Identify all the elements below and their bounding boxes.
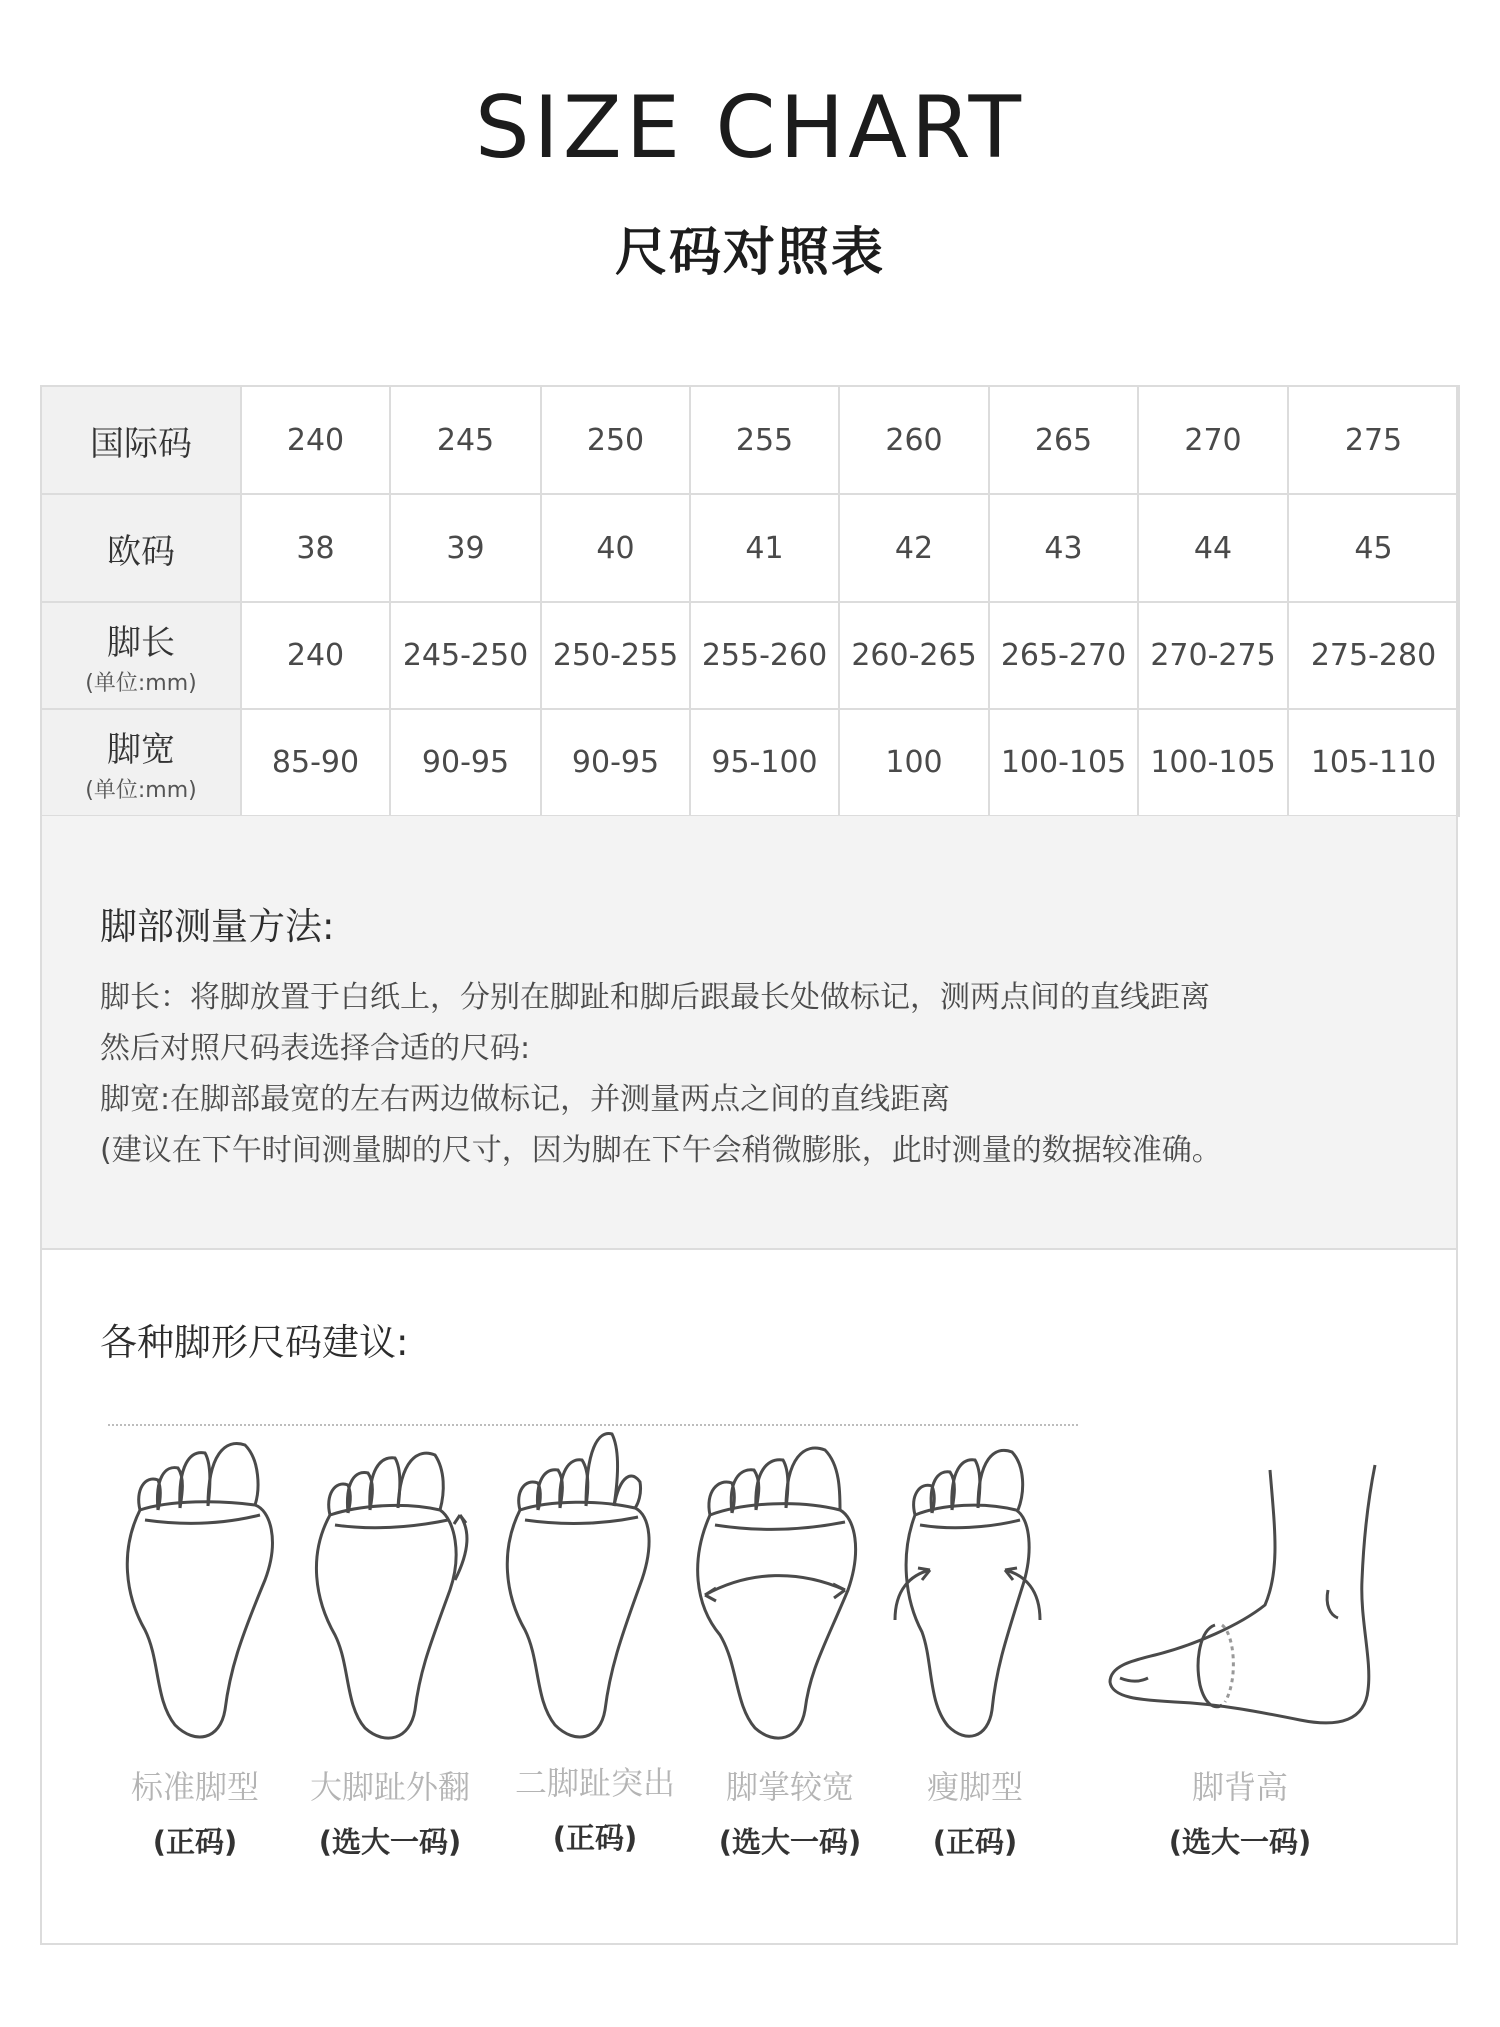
size-cell: 255-260 <box>690 602 839 709</box>
foot-type-name: 脚掌较宽 <box>725 1768 854 1806</box>
foot-type-recommendation: (正码) <box>552 1821 638 1855</box>
foot-type-recommendation: (选大一码) <box>1168 1825 1312 1859</box>
size-cell: 44 <box>1138 494 1288 602</box>
foot-type-recommendation: (选大一码) <box>718 1825 862 1859</box>
size-cell: 38 <box>241 494 390 602</box>
foot-type-caption <box>1130 1762 1350 1861</box>
size-cell: 90-95 <box>390 709 541 816</box>
size-cell: 250 <box>541 386 690 494</box>
size-table <box>40 385 1460 817</box>
size-cell: 275-280 <box>1288 602 1459 709</box>
foot-type-name: 大脚趾外翻 <box>309 1768 470 1806</box>
size-cell: 265-270 <box>989 602 1138 709</box>
size-cell: 40 <box>541 494 690 602</box>
row-header-label: 脚长 <box>107 622 175 663</box>
measure-line: 然后对照尺码表选择合适的尺码: <box>100 1031 531 1066</box>
row-header-label: 脚宽 <box>107 729 175 770</box>
measure-title: 脚部测量方法: <box>100 905 335 948</box>
size-cell: 245-250 <box>390 602 541 709</box>
foot-type-recommendation: (选大一码) <box>318 1825 462 1859</box>
row-header <box>41 494 241 602</box>
long-second-toe-foot-icon <box>480 1420 670 1750</box>
row-header-unit: (单位:mm) <box>85 777 197 803</box>
foot-type-caption <box>280 1762 500 1861</box>
size-table-row <box>41 386 1459 494</box>
size-cell: 105-110 <box>1288 709 1459 816</box>
row-header-label: 欧码 <box>107 531 175 572</box>
size-cell: 255 <box>690 386 839 494</box>
foot-type-name: 瘦脚型 <box>926 1768 1023 1806</box>
size-cell: 85-90 <box>241 709 390 816</box>
narrow-foot-icon <box>870 1420 1060 1750</box>
standard-foot-icon <box>100 1420 290 1750</box>
size-cell: 265 <box>989 386 1138 494</box>
size-cell: 100-105 <box>1138 709 1288 816</box>
row-header-unit: (单位:mm) <box>85 670 197 696</box>
foot-types-title: 各种脚形尺码建议: <box>100 1321 409 1364</box>
size-table-row <box>41 709 1459 816</box>
wide-foot-icon <box>680 1420 870 1750</box>
foot-type-caption <box>865 1762 1085 1861</box>
size-cell: 100 <box>839 709 989 816</box>
measure-line: (建议在下午时间测量脚的尺寸，因为脚在下午会稍微膨胀，此时测量的数据较准确。 <box>100 1133 1222 1168</box>
size-cell: 275 <box>1288 386 1459 494</box>
foot-type-name: 二脚趾突出 <box>514 1764 675 1802</box>
size-cell: 39 <box>390 494 541 602</box>
high-instep-foot-icon <box>1100 1420 1390 1750</box>
size-table-row <box>41 602 1459 709</box>
size-cell: 100-105 <box>989 709 1138 816</box>
size-cell: 43 <box>989 494 1138 602</box>
row-header-label: 国际码 <box>90 423 192 464</box>
size-cell: 270 <box>1138 386 1288 494</box>
foot-type-caption <box>485 1758 705 1857</box>
size-cell: 42 <box>839 494 989 602</box>
page-subtitle: 尺码对照表 <box>614 223 885 283</box>
size-cell: 45 <box>1288 494 1459 602</box>
row-header <box>41 386 241 494</box>
measure-text <box>100 972 1420 1176</box>
size-cell: 240 <box>241 602 390 709</box>
size-cell: 240 <box>241 386 390 494</box>
size-cell: 270-275 <box>1138 602 1288 709</box>
foot-type-name: 标准脚型 <box>130 1768 259 1806</box>
measure-line: 脚长：将脚放置于白纸上，分别在脚趾和脚后跟最长处做标记，测两点间的直线距离 <box>100 980 1210 1015</box>
row-header <box>41 602 241 709</box>
foot-type-name: 脚背高 <box>1191 1768 1288 1806</box>
size-cell: 90-95 <box>541 709 690 816</box>
size-cell: 245 <box>390 386 541 494</box>
page-title: SIZE CHART <box>474 78 1026 178</box>
foot-type-recommendation: (正码) <box>152 1825 238 1859</box>
foot-type-caption <box>85 1762 305 1861</box>
size-cell: 260 <box>839 386 989 494</box>
measure-line: 脚宽:在脚部最宽的左右两边做标记，并测量两点之间的直线距离 <box>100 1082 951 1117</box>
bunion-foot-icon <box>290 1420 480 1750</box>
row-header <box>41 709 241 816</box>
size-cell: 95-100 <box>690 709 839 816</box>
size-cell: 41 <box>690 494 839 602</box>
foot-type-recommendation: (正码) <box>932 1825 1018 1859</box>
size-cell: 250-255 <box>541 602 690 709</box>
size-cell: 260-265 <box>839 602 989 709</box>
size-table-row <box>41 494 1459 602</box>
